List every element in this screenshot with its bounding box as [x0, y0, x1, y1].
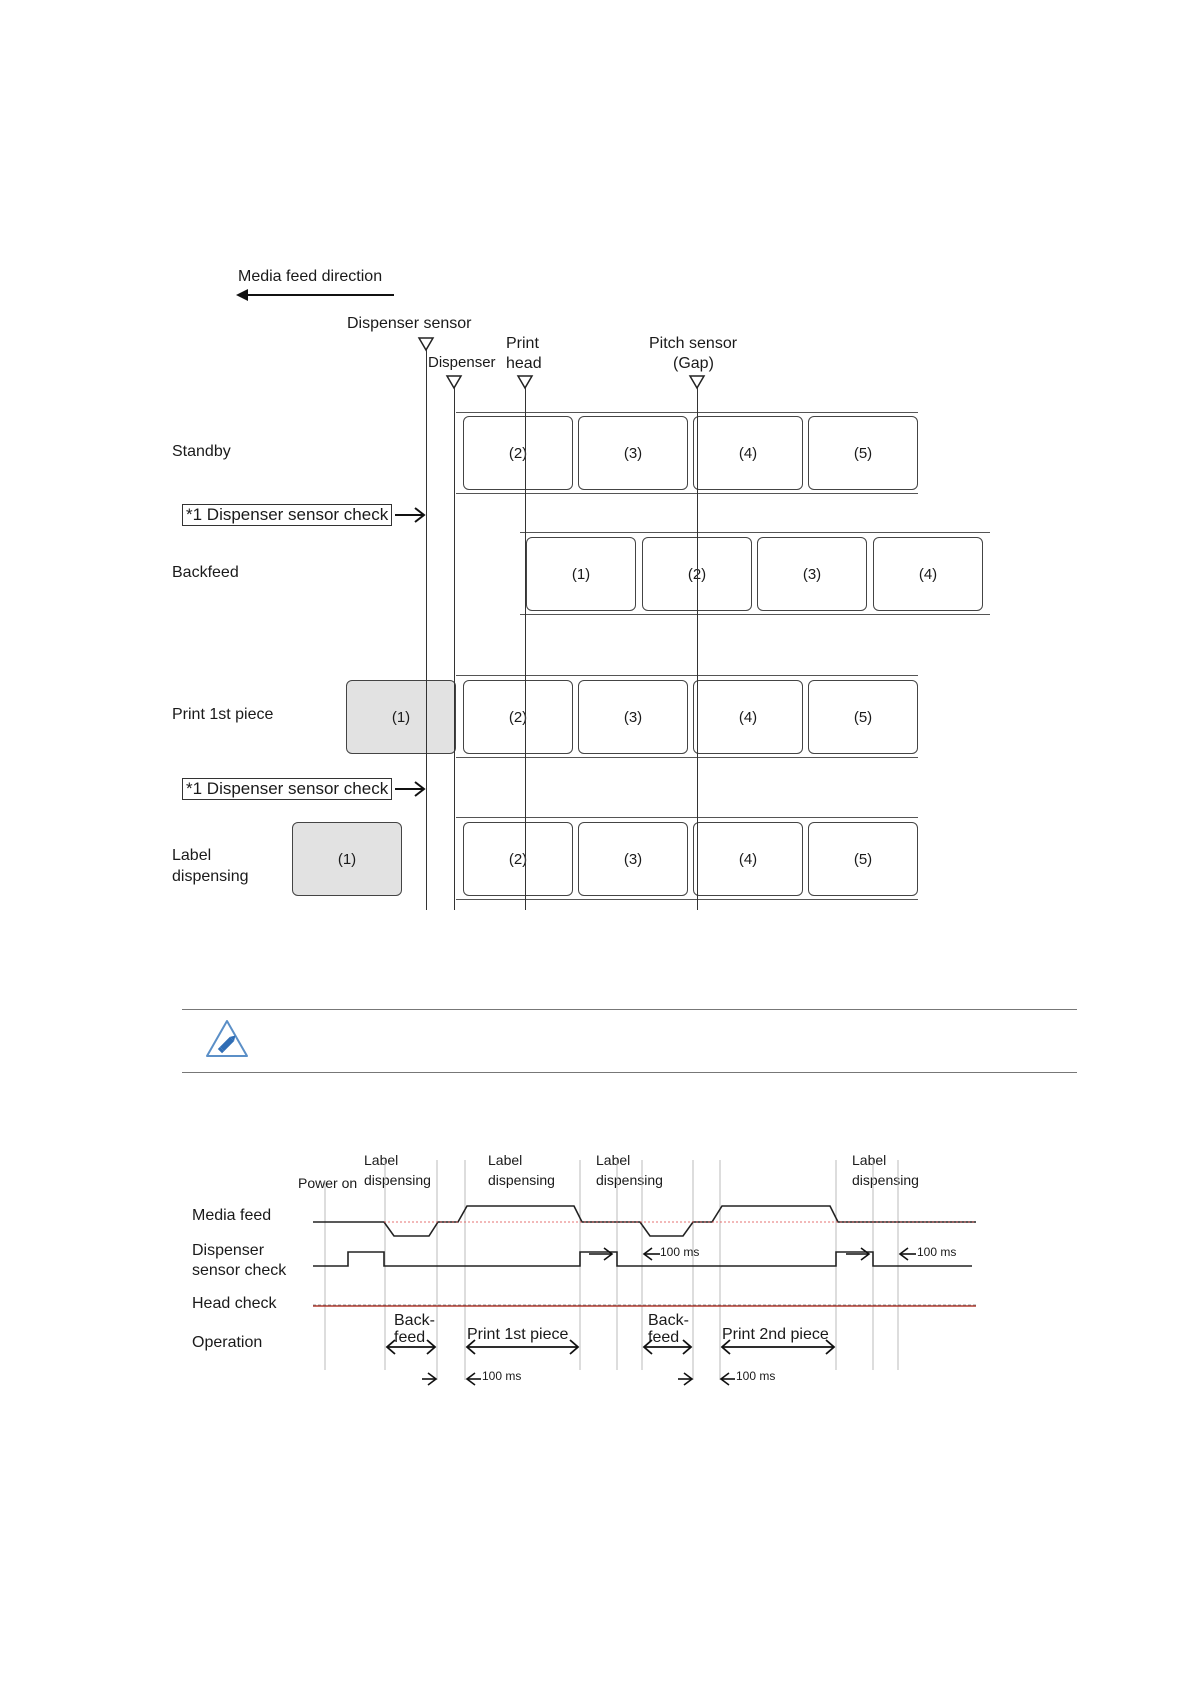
- operation-arrows: [387, 1340, 834, 1354]
- print1-piece: (2): [463, 680, 573, 754]
- signal-media-feed-label: Media feed: [192, 1207, 272, 1224]
- print1-piece: (4): [693, 680, 803, 754]
- timing-waveforms: [0, 1140, 1191, 1400]
- dispense-piece: (5): [808, 822, 918, 896]
- backfeed-liner-bottom: [520, 614, 990, 615]
- op-print-1st: Print 1st piece: [467, 1326, 569, 1343]
- note-pencil-icon: [205, 1019, 249, 1059]
- print1-piece: (3): [578, 680, 688, 754]
- signal-head-check-label: Head check: [192, 1295, 277, 1312]
- event-dispensing-line2: dispensing: [596, 1172, 663, 1188]
- backfeed-liner-top: [520, 532, 990, 533]
- standby-piece: (4): [693, 416, 803, 490]
- note-top-rule: [182, 1009, 1077, 1010]
- dispenser-label: Dispenser: [428, 354, 496, 371]
- check2-arrow-icon: [395, 781, 427, 797]
- dispense-piece: (3): [578, 822, 688, 896]
- ms-label: 100 ms: [482, 1369, 522, 1383]
- event-label-line1: Label: [488, 1152, 523, 1168]
- print1-piece: (5): [808, 680, 918, 754]
- dispenser-sensor-marker-icon: [419, 338, 433, 350]
- dispenser-sensor-label: Dispenser sensor: [347, 315, 472, 332]
- backfeed-piece: (3): [757, 537, 867, 611]
- media-feed-waveform: [313, 1206, 976, 1236]
- print-head-marker-icon: [518, 376, 532, 388]
- op-backfeed-line1: Back-: [648, 1312, 689, 1329]
- print-head-line: [525, 388, 526, 910]
- event-power-on: Power on: [298, 1175, 358, 1191]
- op-backfeed-line2: feed: [648, 1329, 680, 1346]
- dispense-piece: (2): [463, 822, 573, 896]
- pitch-sensor-marker-icon: [690, 376, 704, 388]
- standby-piece: (3): [578, 416, 688, 490]
- backfeed-piece: (2): [642, 537, 752, 611]
- ms-label: 100 ms: [917, 1245, 957, 1259]
- backfeed-piece: (1): [526, 537, 636, 611]
- dispense-piece-dispensed: (1): [292, 822, 402, 896]
- signal-operation-label: Operation: [192, 1334, 263, 1351]
- op-backfeed-line1: Back-: [394, 1312, 435, 1329]
- standby-piece: (2): [463, 416, 573, 490]
- row-standby-label: Standby: [172, 443, 231, 460]
- row-dispensing-label-line2: dispensing: [172, 868, 249, 885]
- dispenser-sensor-line: [426, 350, 427, 910]
- standby-piece: (5): [808, 416, 918, 490]
- event-dispensing-line2: dispensing: [488, 1172, 555, 1188]
- ms-arrows-operation: [422, 1373, 735, 1385]
- pitch-sensor-line: [697, 388, 698, 910]
- pitch-sensor-label: Pitch sensor: [649, 335, 738, 352]
- ms-label: 100 ms: [736, 1369, 776, 1383]
- check1-arrow-icon: [395, 507, 427, 523]
- dispense-piece: (4): [693, 822, 803, 896]
- gap-label: (Gap): [673, 355, 714, 372]
- op-print-2nd: Print 2nd piece: [722, 1326, 829, 1343]
- event-dispensing-line2: dispensing: [852, 1172, 919, 1188]
- dispenser-marker-icon: [447, 376, 461, 388]
- row-check1-label: *1 Dispenser sensor check: [182, 504, 392, 526]
- row-dispensing-label-line1: Label: [172, 847, 212, 864]
- row-backfeed-label: Backfeed: [172, 564, 239, 581]
- backfeed-piece: (4): [873, 537, 983, 611]
- ms-arrows-dispenser: [589, 1248, 916, 1260]
- event-label-line1: Label: [852, 1152, 887, 1168]
- dispenser-line: [454, 388, 455, 910]
- print1-piece-dispensed: (1): [346, 680, 456, 754]
- media-feed-direction-label: Media feed direction: [238, 268, 383, 285]
- note-bottom-rule: [182, 1072, 1077, 1073]
- row-print1-label: Print 1st piece: [172, 706, 274, 723]
- event-label-line1: Label: [596, 1152, 631, 1168]
- op-backfeed-line2: feed: [394, 1329, 426, 1346]
- print-head-label-line1: Print: [506, 335, 539, 352]
- signal-dispenser-label-line2: sensor check: [192, 1262, 287, 1279]
- signal-dispenser-label-line1: Dispenser: [192, 1242, 265, 1259]
- event-dispensing-line2: dispensing: [364, 1172, 431, 1188]
- event-label-line1: Label: [364, 1152, 399, 1168]
- ms-label: 100 ms: [660, 1245, 700, 1259]
- print-head-label-line2: head: [506, 355, 542, 372]
- row-check2-label: *1 Dispenser sensor check: [182, 778, 392, 800]
